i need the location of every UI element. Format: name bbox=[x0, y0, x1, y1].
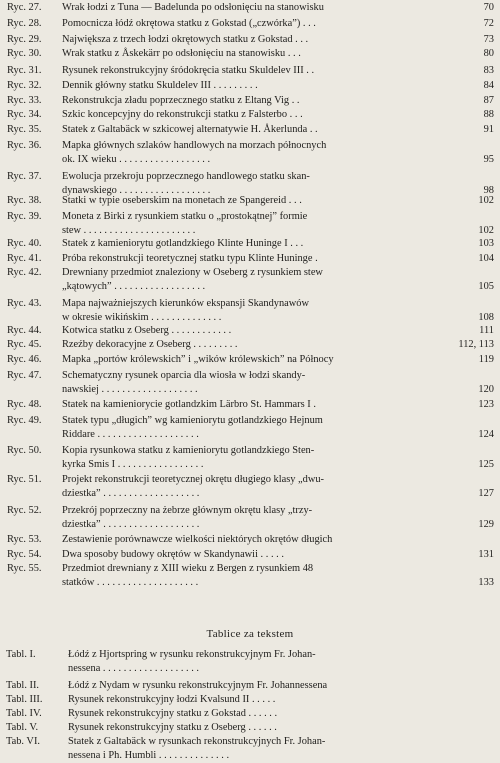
figure-page-number: 120 bbox=[478, 384, 494, 395]
plate-title-line: nessena . . . . . . . . . . . . . . . . . . . bbox=[68, 663, 200, 674]
figure-page-number: 108 bbox=[478, 312, 494, 323]
plate-label: Tabl. IV. bbox=[6, 708, 42, 719]
figure-label: Ryc. 51. bbox=[7, 474, 42, 485]
figure-entry bbox=[0, 17, 500, 31]
figure-label: Ryc. 28. bbox=[7, 18, 42, 29]
plate-entry bbox=[0, 721, 500, 735]
figure-entry bbox=[0, 369, 500, 395]
figure-title-line: Przedmiot drewniany z XIII wieku z Bergen z rysunkiem 48 bbox=[62, 563, 314, 574]
plate-label: Tab. VI. bbox=[6, 736, 40, 747]
figure-title-line: Statek z Galtabäck w szkicowej alternatywie H. Åkerlunda . . bbox=[62, 124, 318, 135]
figure-page-number: 131 bbox=[478, 549, 494, 560]
figure-title-line: Pomocnicza łódź okrętowa statku z Gokstad („czwórka”) . . . bbox=[62, 18, 316, 29]
figure-page-number: 91 bbox=[483, 124, 494, 135]
figure-label: Ryc. 29. bbox=[7, 34, 42, 45]
figure-entry bbox=[0, 444, 500, 470]
figure-entry bbox=[0, 194, 500, 208]
figure-page-number: 133 bbox=[478, 577, 494, 588]
figure-title-line: Rzeźby dekoracyjne z Oseberg . . . . . . . . . bbox=[62, 339, 238, 350]
plate-label: Tabl. II. bbox=[6, 680, 40, 691]
figure-page-number: 102 bbox=[478, 225, 494, 236]
figure-entry bbox=[0, 414, 500, 440]
figure-title-line: Mapka głównych szlaków handlowych na morzach północnych bbox=[62, 140, 327, 151]
figure-entry bbox=[0, 353, 500, 367]
figure-label: Ryc. 40. bbox=[7, 238, 42, 249]
figure-title-line: Ewolucja przekroju poprzecznego handlowego statku skan- bbox=[62, 171, 310, 182]
figure-page-number: 102 bbox=[478, 195, 494, 206]
figure-title-line: w okresie wikińskim . . . . . . . . . . . . . . bbox=[62, 312, 222, 323]
figure-title-line: Dwa sposoby budowy okrętów w Skandynawii . . . . . bbox=[62, 549, 284, 560]
figure-entry bbox=[0, 533, 500, 547]
figure-entry bbox=[0, 94, 500, 108]
figure-label: Ryc. 47. bbox=[7, 370, 42, 381]
figure-label: Ryc. 31. bbox=[7, 65, 42, 76]
figure-page-number: 70 bbox=[483, 2, 494, 13]
figure-title-line: Statek z kamieniorytu gotlandzkiego Klinte Huninge I . . . bbox=[62, 238, 304, 249]
figure-entry bbox=[0, 33, 500, 47]
figure-label: Ryc. 41. bbox=[7, 253, 42, 264]
figure-entry bbox=[0, 504, 500, 530]
figure-title-line: kyrka Smis I . . . . . . . . . . . . . . . . . bbox=[62, 459, 204, 470]
figure-entry bbox=[0, 139, 500, 165]
figure-page-number: 129 bbox=[478, 519, 494, 530]
figure-page-number: 123 bbox=[478, 399, 494, 410]
figure-label: Ryc. 43. bbox=[7, 298, 42, 309]
figure-entry bbox=[0, 170, 500, 196]
figure-label: Ryc. 52. bbox=[7, 505, 42, 516]
plate-title-line: Łódź z Hjortspring w rysunku rekonstrukcyjnym Fr. Johan- bbox=[68, 649, 316, 660]
figure-page-number: 84 bbox=[483, 80, 494, 91]
figure-title-line: Próba rekonstrukcji teoretycznej statku typu Klinte Huninge . bbox=[62, 253, 318, 264]
figure-title-line: Dennik główny statku Skuldelev III . . . . . . . . . bbox=[62, 80, 258, 91]
figure-title-line: Mapa najważniejszych kierunków ekspansji Skandynawów bbox=[62, 298, 310, 309]
figure-title-line: statków . . . . . . . . . . . . . . . . . . . . bbox=[62, 577, 199, 588]
plate-entry bbox=[0, 648, 500, 674]
figure-entry bbox=[0, 79, 500, 93]
figure-page-number: 73 bbox=[483, 34, 494, 45]
plate-title-line: Rysunek rekonstrukcyjny łodzi Kvalsund II . . . . . bbox=[68, 694, 276, 705]
figure-label: Ryc. 39. bbox=[7, 211, 42, 222]
plate-title-line: Łódź z Nydam w rysunku rekonstrukcyjnym Fr. Johannessena bbox=[68, 680, 328, 691]
figure-title-line: Mapka „portów królewskich” i „wików królewskich” na Północy bbox=[62, 354, 334, 365]
figure-page-number: 103 bbox=[478, 238, 494, 249]
plate-label: Tabl. V. bbox=[6, 722, 39, 733]
plate-title-line: Rysunek rekonstrukcyjny statku z Gokstad . . . . . . bbox=[68, 708, 278, 719]
figure-entry bbox=[0, 548, 500, 562]
figure-title-line: Statek typu „długich” wg kamieniorytu gotlandzkiego Hejnum bbox=[62, 415, 323, 426]
figure-title-line: dziestka” . . . . . . . . . . . . . . . . . . . bbox=[62, 488, 200, 499]
figure-title-line: Schematyczny rysunek oparcia dla wiosła w łodzi skandy- bbox=[62, 370, 306, 381]
figure-label: Ryc. 37. bbox=[7, 171, 42, 182]
figure-label: Ryc. 44. bbox=[7, 325, 42, 336]
figure-page-number: 105 bbox=[478, 281, 494, 292]
section-heading: Tablice za tekstem bbox=[206, 628, 294, 640]
figure-label: Ryc. 50. bbox=[7, 445, 42, 456]
figure-label: Ryc. 42. bbox=[7, 267, 42, 278]
figure-label: Ryc. 45. bbox=[7, 339, 42, 350]
figure-label: Ryc. 36. bbox=[7, 140, 42, 151]
figure-page-number: 104 bbox=[478, 253, 494, 264]
figure-title-line: Riddare . . . . . . . . . . . . . . . . . . . . bbox=[62, 429, 199, 440]
figure-page-number: 95 bbox=[483, 154, 494, 165]
figure-title-line: dziestka” . . . . . . . . . . . . . . . . . . . bbox=[62, 519, 200, 530]
figure-page-number: 125 bbox=[478, 459, 494, 470]
figure-title-line: Rysunek rekonstrukcyjny śródokręcia statku Skuldelev III . . bbox=[62, 65, 315, 76]
figure-page-number: 83 bbox=[483, 65, 494, 76]
figure-entry bbox=[0, 324, 500, 338]
figure-title-line: Największa z trzech łodzi okrętowych statku z Gokstad . . . bbox=[62, 34, 309, 45]
figure-label: Ryc. 54. bbox=[7, 549, 42, 560]
figure-entry bbox=[0, 562, 500, 588]
figure-title-line: Kopia rysunkowa statku z kamieniorytu gotlandzkiego Sten- bbox=[62, 445, 315, 456]
figure-label: Ryc. 30. bbox=[7, 48, 42, 59]
figure-label: Ryc. 46. bbox=[7, 354, 42, 365]
figure-title-line: Drewniany przedmiot znaleziony w Oseberg z rysunkiem stew bbox=[62, 267, 323, 278]
figure-label: Ryc. 27. bbox=[7, 2, 42, 13]
figure-label: Ryc. 32. bbox=[7, 80, 42, 91]
figure-entry bbox=[0, 108, 500, 122]
figure-title-line: Wrak statku z Åskekärr po odsłonięciu na stanowisku . . . bbox=[62, 48, 301, 59]
figure-entry bbox=[0, 237, 500, 251]
figure-page-number: 127 bbox=[478, 488, 494, 499]
figure-label: Ryc. 33. bbox=[7, 95, 42, 106]
figure-title-line: Statki w typie oseberskim na monetach ze Spangereid . . . bbox=[62, 195, 302, 206]
plate-label: Tabl. III. bbox=[6, 694, 43, 705]
figure-title-line: nawskiej . . . . . . . . . . . . . . . . . . . bbox=[62, 384, 198, 395]
figure-page-number: 112, 113 bbox=[458, 339, 494, 350]
figure-label: Ryc. 35. bbox=[7, 124, 42, 135]
figure-page-number: 87 bbox=[483, 95, 494, 106]
figure-title-line: Szkic koncepcyjny do rekonstrukcji statku z Falsterbo . . . bbox=[62, 109, 303, 120]
figure-page-number: 88 bbox=[483, 109, 494, 120]
figure-entry bbox=[0, 210, 500, 236]
plate-label: Tabl. I. bbox=[6, 649, 36, 660]
plate-title-line: Statek z Galtabäck w rysunkach rekonstrukcyjnych Fr. Johan- bbox=[68, 736, 326, 747]
plate-title-line: nessena i Ph. Humbli . . . . . . . . . . . . . . bbox=[68, 750, 230, 761]
figure-title-line: Kotwica statku z Oseberg . . . . . . . . . . . . bbox=[62, 325, 232, 336]
plate-entry bbox=[0, 707, 500, 721]
figure-title-line: „kątowych” . . . . . . . . . . . . . . . . . . bbox=[62, 281, 206, 292]
figure-page-number: 80 bbox=[483, 48, 494, 59]
figure-page-number: 119 bbox=[478, 354, 494, 365]
figure-title-line: Wrak łodzi z Tuna — Badelunda po odsłonięciu na stanowisku bbox=[62, 2, 324, 13]
figure-title-line: Przekrój poprzeczny na żebrze głównym okrętu klasy „trzy- bbox=[62, 505, 313, 516]
figure-entry bbox=[0, 47, 500, 61]
plate-entry bbox=[0, 679, 500, 693]
figure-entry bbox=[0, 64, 500, 78]
figure-title-line: stew . . . . . . . . . . . . . . . . . . . . . . bbox=[62, 225, 196, 236]
figure-entry bbox=[0, 1, 500, 15]
figure-title-line: Projekt rekonstrukcji teoretycznej okrętu długiego klasy „dwu- bbox=[62, 474, 324, 485]
figure-entry bbox=[0, 252, 500, 266]
figure-title-line: Moneta z Birki z rysunkiem statku o „prostokątnej” formie bbox=[62, 211, 308, 222]
figure-title-line: Rekonstrukcja zładu poprzecznego statku z Eltang Vig . . bbox=[62, 95, 300, 106]
figure-title-line: ok. IX wieku . . . . . . . . . . . . . . . . . . bbox=[62, 154, 211, 165]
figure-label: Ryc. 49. bbox=[7, 415, 42, 426]
plate-entry bbox=[0, 735, 500, 761]
figure-page-number: 124 bbox=[478, 429, 494, 440]
figure-page-number: 111 bbox=[479, 325, 494, 336]
figure-title-line: dynawskiego . . . . . . . . . . . . . . . . . . bbox=[62, 185, 211, 196]
figure-label: Ryc. 55. bbox=[7, 563, 42, 574]
plate-title-line: Rysunek rekonstrukcyjny statku z Oseberg . . . . . . bbox=[68, 722, 277, 733]
plate-entry bbox=[0, 693, 500, 707]
figure-label: Ryc. 34. bbox=[7, 109, 42, 120]
figure-page-number: 98 bbox=[483, 185, 494, 196]
figure-entry bbox=[0, 123, 500, 137]
figure-title-line: Zestawienie porównawcze wielkości niektórych okrętów długich bbox=[62, 534, 333, 545]
figure-entry bbox=[0, 398, 500, 412]
figure-page-number: 72 bbox=[483, 18, 494, 29]
figure-entry bbox=[0, 266, 500, 292]
figure-label: Ryc. 48. bbox=[7, 399, 42, 410]
figure-title-line: Statek na kamieniorycie gotlandzkim Lärbro St. Hammars I . bbox=[62, 399, 316, 410]
figure-entry bbox=[0, 297, 500, 323]
figure-entry bbox=[0, 473, 500, 499]
figure-label: Ryc. 38. bbox=[7, 195, 42, 206]
figure-label: Ryc. 53. bbox=[7, 534, 42, 545]
figure-entry bbox=[0, 338, 500, 352]
